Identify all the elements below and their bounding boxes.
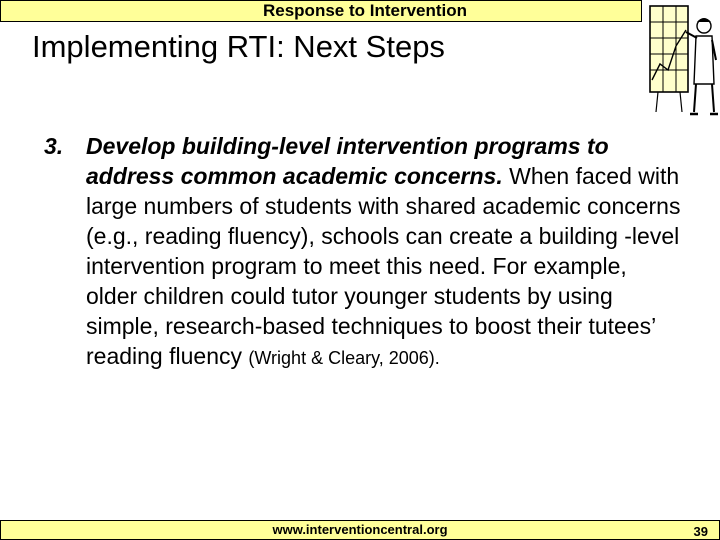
teacher-at-chart-icon — [646, 0, 720, 124]
header-title: Response to Intervention — [262, 1, 468, 20]
item-number: 3. — [44, 133, 64, 159]
footer-url[interactable]: www.interventioncentral.org — [272, 522, 448, 537]
page-number: 39 — [693, 524, 708, 539]
item-lead: Develop building-level intervention programs to address common academic concerns. — [86, 133, 609, 189]
item-body: When faced with large numbers of students with shared academic concerns (e.g., reading fluency), schools can create a building -level intervention program to meet this need. For example, older children could tutor younger students by using simple, research-based techniques to boost their tutees’ reading fluency — [86, 163, 681, 369]
citation: (Wright & Cleary, 2006). — [248, 348, 440, 368]
body-item-3 — [44, 131, 684, 373]
slide-title: Implementing RTI: Next Steps — [32, 29, 445, 64]
item-paragraph — [86, 131, 684, 373]
